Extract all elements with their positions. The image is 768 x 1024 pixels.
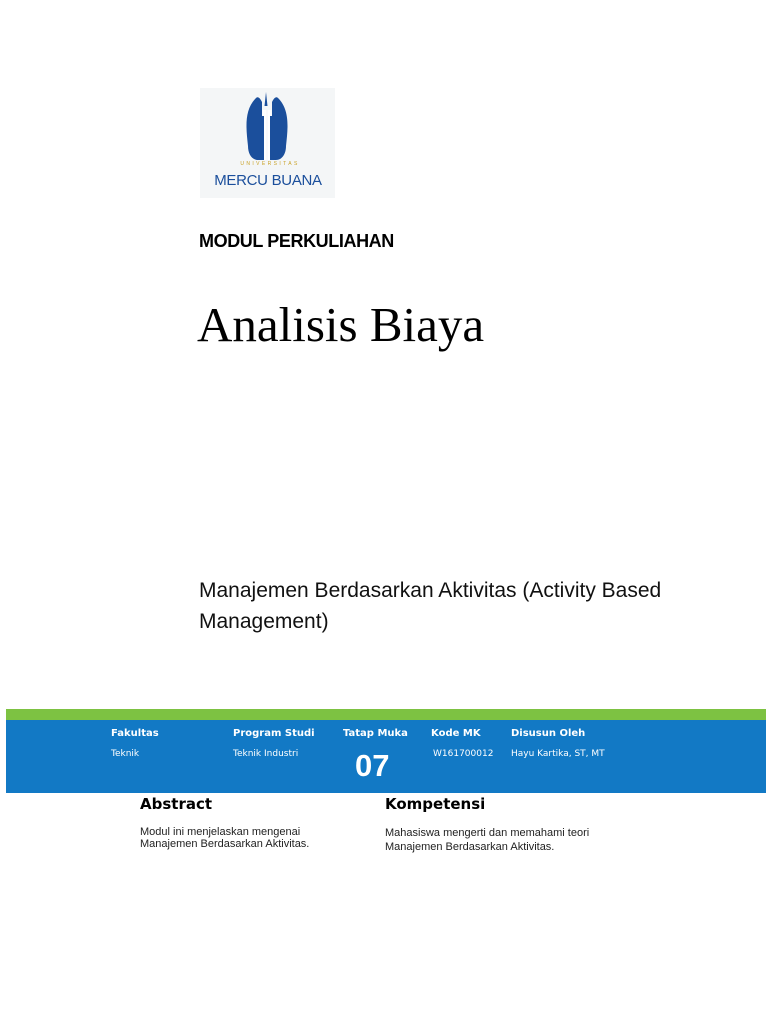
kode-mk-value: W161700012 xyxy=(433,749,494,759)
disusun-oleh-header: Disusun Oleh xyxy=(511,728,586,739)
kompetensi-body xyxy=(385,827,589,853)
module-subtitle: Manajemen Berdasarkan Aktivitas (Activity Based Management) xyxy=(199,579,662,633)
page-title: Analisis Biaya xyxy=(197,297,485,352)
fakultas-header: Fakultas xyxy=(111,728,159,739)
logo-university-name: MERCU BUANA xyxy=(214,172,322,189)
program-studi-header: Program Studi xyxy=(233,728,315,739)
abstract-line: Manajemen Berdasarkan Aktivitas. xyxy=(140,838,310,850)
university-logo xyxy=(200,88,335,198)
abstract-heading: Abstract xyxy=(140,795,213,813)
logo-universitas-text: UNIVERSITAS xyxy=(240,161,300,167)
tatap-muka-value: 07 xyxy=(355,748,390,783)
module-label: MODUL PERKULIAHAN xyxy=(199,231,394,251)
info-bar-stripe xyxy=(6,709,766,720)
abstract-body xyxy=(140,826,309,850)
kode-mk-header: Kode MK xyxy=(431,728,481,739)
kompetensi-line: Manajemen Berdasarkan Aktivitas. xyxy=(385,841,555,853)
program-studi-value: Teknik Industri xyxy=(233,749,299,759)
tatap-muka-header: Tatap Muka xyxy=(343,728,408,739)
fakultas-value: Teknik xyxy=(111,749,140,759)
disusun-oleh-value: Hayu Kartika, ST, MT xyxy=(511,749,605,759)
kompetensi-heading: Kompetensi xyxy=(385,795,486,813)
abstract-line: Modul ini menjelaskan mengenai xyxy=(140,826,301,838)
kompetensi-line: Mahasiswa mengerti dan memahami teori xyxy=(385,827,590,839)
